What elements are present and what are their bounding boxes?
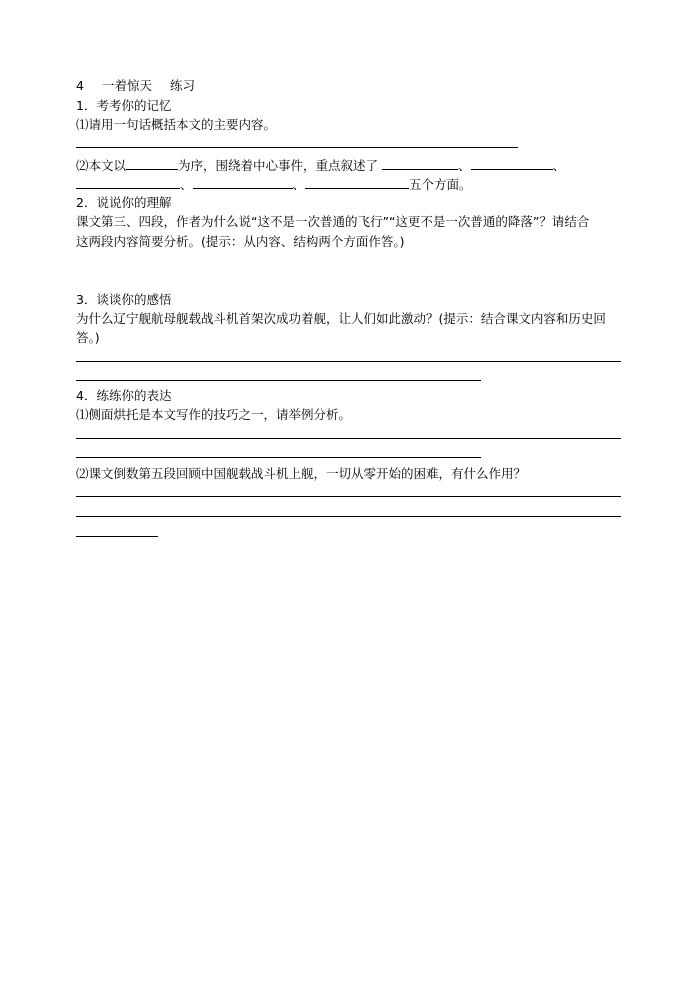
answer-line	[76, 380, 481, 381]
answer-line	[76, 516, 621, 517]
fill-blank	[76, 176, 180, 189]
lesson-name: 一着惊天	[101, 78, 152, 93]
fill-blank	[126, 157, 178, 170]
section4-question2: ⑵课文倒数第五段回顾中国舰载战斗机上舰，一切从零开始的困难，有什么作用？	[76, 466, 527, 481]
section1-question2-line1: ⑵本文以 为序，围绕着中心事件，重点叙述了 、 、	[76, 158, 566, 173]
section1-question2-line2: 、 、 五个方面。	[76, 176, 472, 192]
fill-blank	[193, 176, 293, 189]
answer-line	[76, 496, 621, 497]
section1-question1: ⑴请用一句话概括本文的主要内容。	[76, 117, 277, 132]
answer-line	[76, 438, 621, 439]
section2-question-line2: 这两段内容简要分析。(提示：从内容、结构两个方面作答。)	[76, 234, 405, 249]
section2-heading: 2．说说你的理解	[76, 195, 172, 210]
section1-heading: 1．考考你的记忆	[76, 98, 172, 113]
lesson-number: 4	[76, 78, 84, 93]
section4-question1: ⑴侧面烘托是本文写作的技巧之一，请举例分析。	[76, 407, 352, 422]
worksheet-title	[76, 78, 195, 93]
section2-question-line1: 课文第三、四段，作者为什么说“这不是一次普通的飞行”“这更不是一次普通的降落”？请结合	[76, 214, 590, 229]
section3-question-line2: 答。)	[76, 330, 100, 345]
section3-heading: 3．谈谈你的感悟	[76, 292, 172, 307]
title-suffix: 练习	[169, 78, 195, 93]
answer-line	[76, 361, 621, 362]
section4-heading: 4．练练你的表达	[76, 388, 172, 403]
section3-question-line1: 为什么辽宁舰航母舰载战斗机首架次成功着舰，让人们如此激动？(提示：结合课文内容和历史回	[76, 311, 606, 326]
fill-blank	[471, 157, 553, 170]
fill-blank	[382, 157, 458, 170]
answer-line	[76, 147, 518, 148]
answer-line	[76, 536, 158, 537]
fill-blank	[305, 176, 409, 189]
answer-line	[76, 457, 481, 458]
